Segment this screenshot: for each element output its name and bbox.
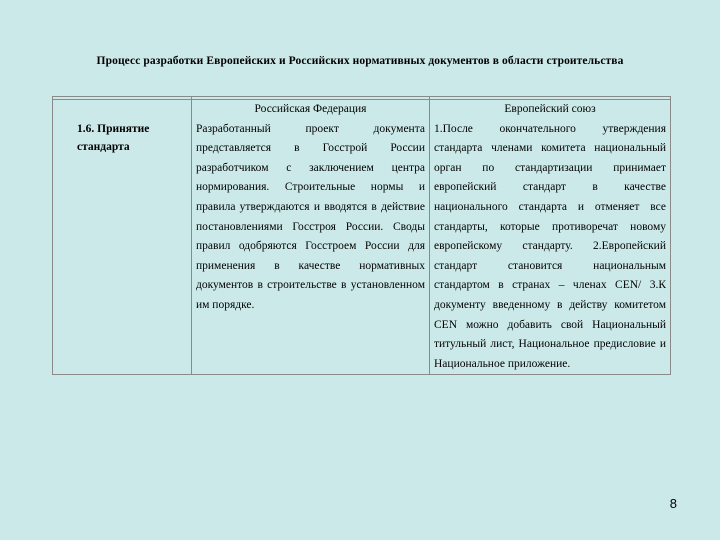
russia-text: Разработанный проект документа представляется в Госстрой России разработчиком с заключением центра нормирования. Строительные нормы и правила утверждаются и вводятся в действие постановлениями Госстроя России. Своды правил одобряются Госстроем России для применения в качестве нормативных документов в строительстве в установленном им порядке. [196,122,425,311]
europe-cell [430,100,671,375]
stage-cell: 1.6. Принятие стандарта [53,100,192,375]
slide-title: Процесс разработки Европейских и Российских нормативных документов в области строительства [96,55,624,67]
europe-header: Европейский союз [504,103,596,115]
comparison-table [52,96,671,375]
russia-header: Российская Федерация [254,103,367,115]
table-row [53,100,671,375]
page-number: 8 [669,496,677,511]
europe-text: 1.После окончательного утверждения стандарта членами комитета национальный орган по стандартизации принимает европейский стандарт в качестве национального стандарта и отменяет все стандарты, которые противоречат новому европейскому стандарту. 2.Европейский стандарт становится национальным стандартом в странах – членах CEN/ 3.К документу введенному в действу комитетом CEN можно добавить свой Национальный титульный лист, Национальное предисловие и Национальное приложение. [434,122,666,370]
russia-cell [192,100,430,375]
